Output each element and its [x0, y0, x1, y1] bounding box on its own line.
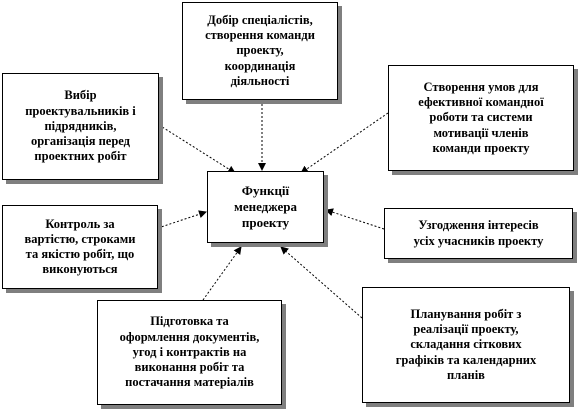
node-interests-coordination [384, 208, 573, 259]
node-contractor-selection [2, 73, 159, 180]
node-work-planning-label: Планування робіт з реалізації проекту, складання сіткових графіків та календарних планів [395, 306, 537, 382]
node-interests-coordination-label: Узгодження інтересів усіх учасників проекту [413, 218, 544, 248]
arrow-bottom-left-to-center [203, 247, 241, 300]
node-documents-preparation-label: Підготовка та оформлення документів, угод і контрактів на виконання робіт та постачання матеріалів [119, 314, 260, 390]
arrow-top-right-to-center [301, 113, 388, 173]
node-team-conditions-label: Створення умов для ефективної командної роботи та системи мотивації членів команди проекту [418, 79, 544, 155]
node-documents-preparation [97, 300, 282, 405]
arrow-middle-right-to-center [326, 210, 384, 229]
node-center-manager-functions [207, 171, 324, 243]
node-control [2, 205, 158, 289]
node-team-selection [182, 2, 338, 100]
node-team-conditions [388, 65, 574, 171]
node-control-label: Контроль за вартістю, строками та якістю робіт, що виконуються [24, 216, 136, 277]
arrow-middle-left-to-center [158, 212, 206, 228]
node-team-selection-label: Добір спеціалістів, створення команди проекту, координація діяльності [205, 12, 315, 88]
node-contractor-selection-label: Вибір проектувальників і підрядників, організація перед проектних робіт [25, 88, 136, 164]
arrow-bottom-right-to-center [281, 247, 362, 318]
node-center-label: Функції менеджера проекту [233, 183, 298, 230]
arrow-top-left-to-center [159, 125, 235, 173]
node-work-planning [362, 287, 570, 403]
